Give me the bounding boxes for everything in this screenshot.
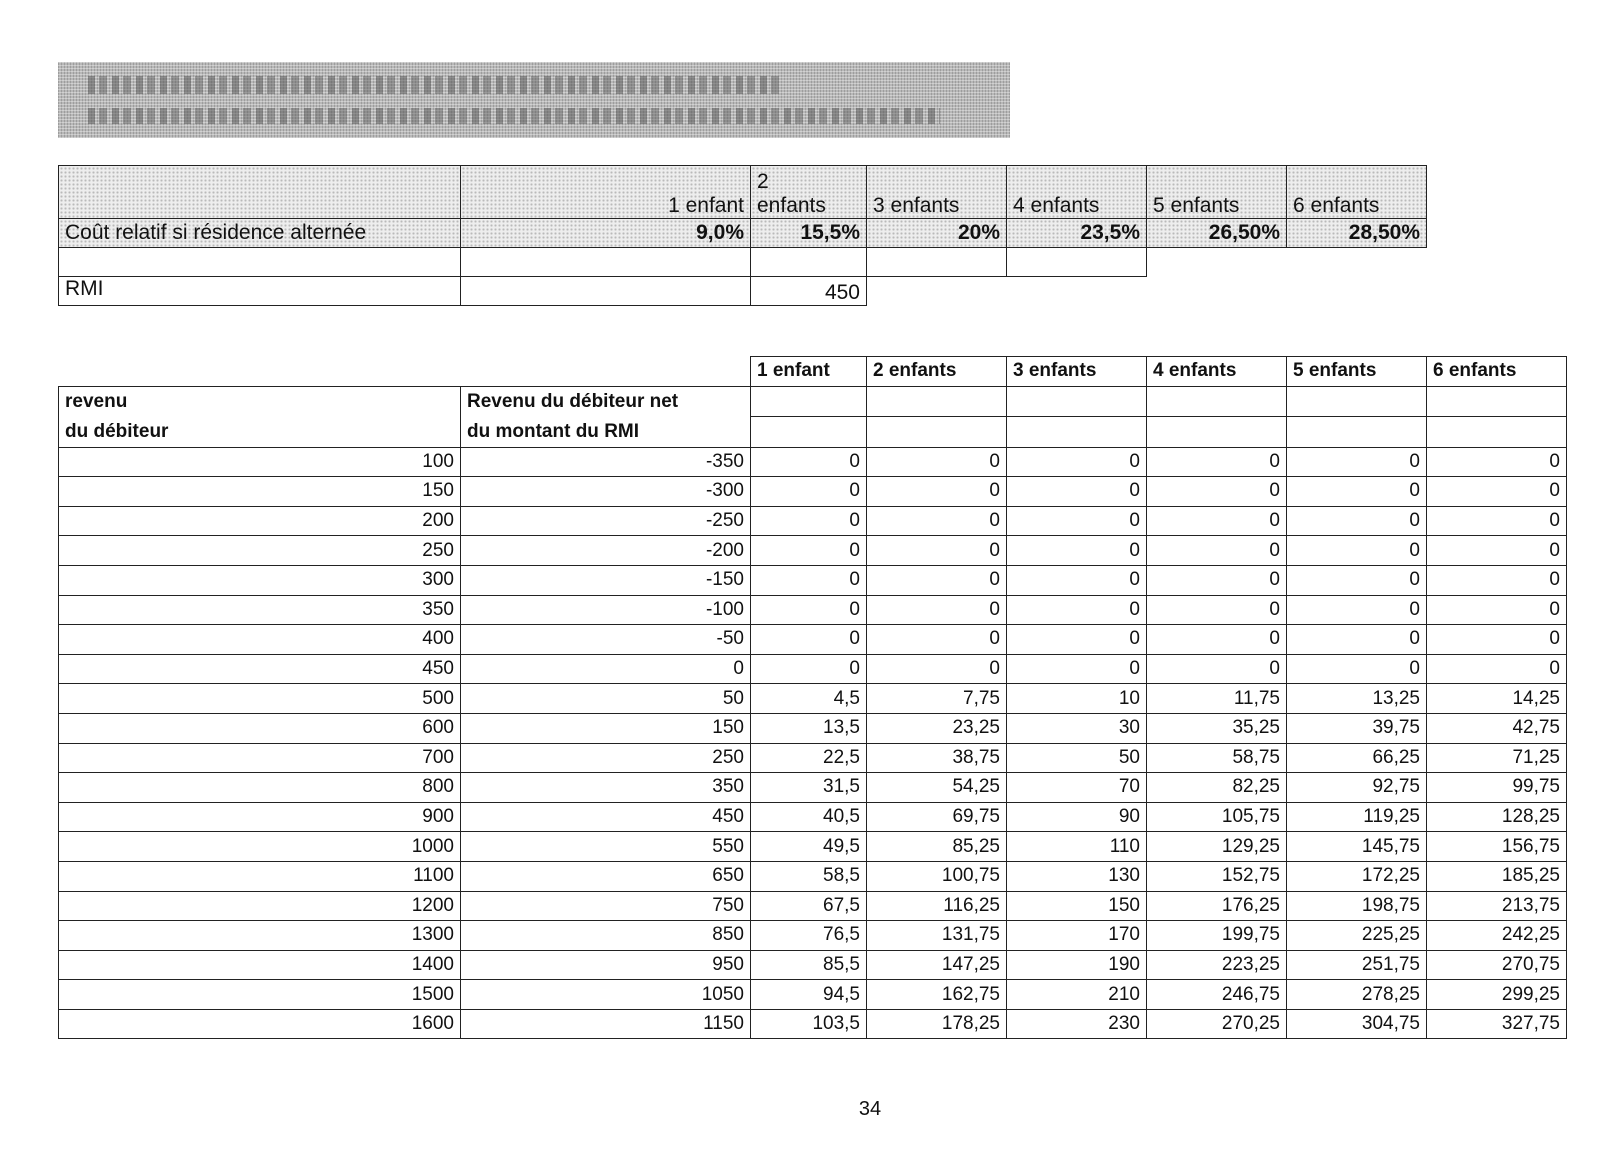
pension-cell: 0 [1287, 595, 1427, 625]
pension-cell: 0 [1147, 654, 1287, 684]
revenu-net-cell: 150 [461, 713, 751, 743]
pension-cell: 30 [1007, 713, 1147, 743]
empty-cell [867, 277, 1007, 306]
pension-cell: 162,75 [867, 980, 1007, 1010]
col-header-2-enfants: 2 enfants [751, 166, 867, 219]
pension-cell: 0 [1287, 506, 1427, 536]
revenu-net-cell: -100 [461, 595, 751, 625]
empty-cell [1147, 277, 1287, 306]
cout-relatif-row [59, 219, 1427, 248]
col-header-5-enfants: 5 enfants [1147, 166, 1287, 219]
pension-cell: 0 [751, 654, 867, 684]
pension-cell: 225,25 [1287, 921, 1427, 951]
pension-cell: 0 [867, 595, 1007, 625]
pension-cell: 22,5 [751, 743, 867, 773]
rmi-row [59, 277, 1427, 306]
pension-table-body [59, 447, 1567, 1039]
pension-cell: 82,25 [1147, 773, 1287, 803]
col-header-1-enfant: 1 enfant [461, 166, 751, 219]
revenu-cell: 900 [59, 802, 461, 832]
pension-cell: 14,25 [1427, 684, 1567, 714]
table-row [59, 950, 1567, 980]
table-row [59, 743, 1567, 773]
empty-cell [1007, 386, 1147, 417]
pension-cell: 110 [1007, 832, 1147, 862]
table-row [59, 506, 1567, 536]
page-number: 34 [858, 1098, 882, 1120]
pension-cell: 0 [1427, 565, 1567, 595]
revenu-net-cell: 750 [461, 891, 751, 921]
pension-cell: 0 [751, 536, 867, 566]
empty-cell [1007, 248, 1147, 277]
pension-cell: 0 [1287, 477, 1427, 507]
revenu-cell: 800 [59, 773, 461, 803]
revenu-cell: 1000 [59, 832, 461, 862]
pension-cell: 129,25 [1147, 832, 1287, 862]
table-row [59, 891, 1567, 921]
table-row [59, 447, 1567, 477]
pension-cell: 39,75 [1287, 713, 1427, 743]
table-row [59, 477, 1567, 507]
pension-cell: 90 [1007, 802, 1147, 832]
revenu-cell: 1600 [59, 1009, 461, 1039]
pension-table [58, 356, 1567, 1039]
pension-cell: 0 [1007, 536, 1147, 566]
revenu-net-cell: -50 [461, 625, 751, 655]
pension-cell: 251,75 [1287, 950, 1427, 980]
pension-cell: 10 [1007, 684, 1147, 714]
pension-cell: 49,5 [751, 832, 867, 862]
cout-value-1: 9,0% [461, 219, 751, 248]
pension-cell: 0 [1007, 654, 1147, 684]
revenu-cell: 600 [59, 713, 461, 743]
pension-cell: 7,75 [867, 684, 1007, 714]
pension-cell: 0 [1287, 654, 1427, 684]
pension-cell: 13,5 [751, 713, 867, 743]
pension-cell: 0 [751, 447, 867, 477]
pension-cell: 40,5 [751, 802, 867, 832]
pension-cell: 0 [1427, 595, 1567, 625]
empty-cell [59, 248, 461, 277]
pension-cell: 67,5 [751, 891, 867, 921]
pension-cell: 0 [1427, 654, 1567, 684]
pension-cell: 230 [1007, 1009, 1147, 1039]
revenu-cell: 500 [59, 684, 461, 714]
revenu-cell: 200 [59, 506, 461, 536]
pension-cell: 42,75 [1427, 713, 1567, 743]
empty-cell [1427, 417, 1567, 448]
table-row [59, 980, 1567, 1010]
table-row [59, 832, 1567, 862]
pension-cell: 50 [1007, 743, 1147, 773]
pension-cell: 100,75 [867, 861, 1007, 891]
pension-cell: 145,75 [1287, 832, 1427, 862]
cout-value-2: 15,5% [751, 219, 867, 248]
pension-cell: 70 [1007, 773, 1147, 803]
cout-relatif-label: Coût relatif si résidence alternée [59, 219, 461, 248]
pension-cell: 0 [1147, 506, 1287, 536]
pension-cell: 13,25 [1287, 684, 1427, 714]
pension-cell: 178,25 [867, 1009, 1007, 1039]
revenu-net-cell: -150 [461, 565, 751, 595]
pension-cell: 130 [1007, 861, 1147, 891]
pension-cell: 0 [1147, 536, 1287, 566]
empty-cell [461, 248, 751, 277]
pension-cell: 304,75 [1287, 1009, 1427, 1039]
revenu-cell: 150 [59, 477, 461, 507]
pension-cell: 35,25 [1147, 713, 1287, 743]
pension-cell: 0 [867, 536, 1007, 566]
pension-cell: 0 [867, 654, 1007, 684]
empty-cell [867, 417, 1007, 448]
pension-cell: 0 [1427, 477, 1567, 507]
pension-cell: 0 [1147, 447, 1287, 477]
pension-cell: 0 [751, 625, 867, 655]
revenu-net-cell: 550 [461, 832, 751, 862]
revenu-net-cell: 350 [461, 773, 751, 803]
revenu-cell: 350 [59, 595, 461, 625]
columns-header-row [59, 357, 1567, 387]
revenu-cell: 100 [59, 447, 461, 477]
pension-cell: 278,25 [1287, 980, 1427, 1010]
table-row [59, 1009, 1567, 1039]
pension-cell: 66,25 [1287, 743, 1427, 773]
pension-cell: 0 [1007, 506, 1147, 536]
pension-cell: 0 [751, 565, 867, 595]
pension-cell: 11,75 [1147, 684, 1287, 714]
pension-cell: 0 [1007, 565, 1147, 595]
pension-cell: 152,75 [1147, 861, 1287, 891]
revenu-net-cell: 950 [461, 950, 751, 980]
empty-cell [1147, 248, 1287, 277]
cout-value-5: 26,50% [1147, 219, 1287, 248]
empty-cell [461, 357, 751, 387]
col-header-3-enfants: 3 enfants [867, 166, 1007, 219]
revenu-cell: 300 [59, 565, 461, 595]
col-header-1-enfant: 1 enfant [751, 357, 867, 387]
pension-cell: 38,75 [867, 743, 1007, 773]
empty-cell [751, 386, 867, 417]
pension-cell: 0 [751, 506, 867, 536]
pension-cell: 246,75 [1147, 980, 1287, 1010]
pension-cell: 0 [751, 477, 867, 507]
revenu-debiteur-header: revenu du débiteur [59, 386, 461, 447]
empty-cell [461, 277, 751, 306]
revenu-net-cell: 1150 [461, 1009, 751, 1039]
pension-cell: 299,25 [1427, 980, 1567, 1010]
pension-cell: 105,75 [1147, 802, 1287, 832]
pension-cell: 116,25 [867, 891, 1007, 921]
pension-cell: 170 [1007, 921, 1147, 951]
pension-cell: 213,75 [1427, 891, 1567, 921]
table-row [59, 536, 1567, 566]
pension-cell: 128,25 [1427, 802, 1567, 832]
revenu-cell: 700 [59, 743, 461, 773]
empty-cell [1287, 277, 1427, 306]
pension-cell: 0 [1147, 565, 1287, 595]
pension-cell: 0 [1147, 477, 1287, 507]
pension-cell: 0 [1287, 625, 1427, 655]
empty-cell [1147, 417, 1287, 448]
col-header-4-enfants: 4 enfants [1007, 166, 1147, 219]
pension-cell: 0 [1007, 595, 1147, 625]
pension-cell: 85,5 [751, 950, 867, 980]
label-header-row [59, 386, 1567, 417]
revenu-net-cell: -200 [461, 536, 751, 566]
pension-cell: 76,5 [751, 921, 867, 951]
table-row [59, 565, 1567, 595]
revenu-net-cell: 50 [461, 684, 751, 714]
cout-value-6: 28,50% [1287, 219, 1427, 248]
pension-cell: 199,75 [1147, 921, 1287, 951]
relative-cost-table [58, 165, 1427, 306]
revenu-net-cell: -250 [461, 506, 751, 536]
pension-cell: 31,5 [751, 773, 867, 803]
pension-cell: 4,5 [751, 684, 867, 714]
pension-cell: 0 [1427, 536, 1567, 566]
empty-row [59, 248, 1427, 277]
header-blank-cell [59, 166, 461, 219]
pension-cell: 0 [867, 565, 1007, 595]
pension-cell: 0 [1147, 595, 1287, 625]
empty-cell [751, 248, 867, 277]
revenu-cell: 1500 [59, 980, 461, 1010]
redacted-title-line [88, 76, 780, 94]
revenu-cell: 1100 [59, 861, 461, 891]
col-header-2-enfants: 2 enfants [867, 357, 1007, 387]
pension-cell: 58,5 [751, 861, 867, 891]
pension-cell: 54,25 [867, 773, 1007, 803]
empty-cell [1287, 417, 1427, 448]
empty-cell [1427, 386, 1567, 417]
empty-cell [1007, 277, 1147, 306]
empty-cell [1287, 248, 1427, 277]
pension-cell: 0 [867, 625, 1007, 655]
pension-cell: 0 [867, 447, 1007, 477]
rmi-label: RMI [59, 277, 461, 306]
pension-cell: 58,75 [1147, 743, 1287, 773]
pension-cell: 69,75 [867, 802, 1007, 832]
revenu-net-cell: 0 [461, 654, 751, 684]
col-header-5-enfants: 5 enfants [1287, 357, 1427, 387]
pension-cell: 85,25 [867, 832, 1007, 862]
header-row [59, 166, 1427, 219]
pension-cell: 94,5 [751, 980, 867, 1010]
revenu-net-cell: 1050 [461, 980, 751, 1010]
pension-cell: 0 [1007, 447, 1147, 477]
pension-cell: 0 [1427, 447, 1567, 477]
pension-cell: 0 [1287, 447, 1427, 477]
pension-cell: 150 [1007, 891, 1147, 921]
pension-cell: 327,75 [1427, 1009, 1567, 1039]
pension-cell: 147,25 [867, 950, 1007, 980]
table-row [59, 861, 1567, 891]
pension-cell: 185,25 [1427, 861, 1567, 891]
empty-cell [751, 417, 867, 448]
redacted-title-banner [58, 62, 1010, 138]
revenu-net-cell: 450 [461, 802, 751, 832]
revenu-net-header: Revenu du débiteur net du montant du RMI [461, 386, 751, 447]
table-row [59, 684, 1567, 714]
empty-cell [59, 357, 461, 387]
empty-cell [1287, 386, 1427, 417]
table-row [59, 713, 1567, 743]
pension-cell: 103,5 [751, 1009, 867, 1039]
table-row [59, 625, 1567, 655]
pension-cell: 0 [867, 506, 1007, 536]
pension-cell: 0 [751, 595, 867, 625]
cout-value-3: 20% [867, 219, 1007, 248]
pension-cell: 0 [867, 477, 1007, 507]
redacted-subtitle-line [88, 108, 940, 124]
table-row [59, 654, 1567, 684]
revenu-cell: 1400 [59, 950, 461, 980]
pension-cell: 71,25 [1427, 743, 1567, 773]
pension-cell: 0 [1287, 536, 1427, 566]
revenu-cell: 250 [59, 536, 461, 566]
rmi-value: 450 [751, 277, 867, 306]
revenu-cell: 1300 [59, 921, 461, 951]
revenu-cell: 400 [59, 625, 461, 655]
pension-cell: 0 [1427, 506, 1567, 536]
pension-cell: 223,25 [1147, 950, 1287, 980]
cout-value-4: 23,5% [1007, 219, 1147, 248]
pension-cell: 270,25 [1147, 1009, 1287, 1039]
revenu-net-cell: -350 [461, 447, 751, 477]
pension-cell: 172,25 [1287, 861, 1427, 891]
col-header-3-enfants: 3 enfants [1007, 357, 1147, 387]
pension-cell: 92,75 [1287, 773, 1427, 803]
pension-cell: 119,25 [1287, 802, 1427, 832]
revenu-net-cell: 650 [461, 861, 751, 891]
table-row [59, 595, 1567, 625]
pension-cell: 23,25 [867, 713, 1007, 743]
pension-cell: 0 [1427, 625, 1567, 655]
table-row [59, 773, 1567, 803]
pension-cell: 0 [1147, 625, 1287, 655]
pension-cell: 210 [1007, 980, 1147, 1010]
col-header-4-enfants: 4 enfants [1147, 357, 1287, 387]
empty-cell [1147, 386, 1287, 417]
col-header-6-enfants: 6 enfants [1427, 357, 1567, 387]
pension-cell: 242,25 [1427, 921, 1567, 951]
empty-cell [867, 386, 1007, 417]
pension-cell: 131,75 [867, 921, 1007, 951]
col-header-6-enfants: 6 enfants [1287, 166, 1427, 219]
pension-cell: 0 [1007, 625, 1147, 655]
pension-cell: 156,75 [1427, 832, 1567, 862]
pension-cell: 176,25 [1147, 891, 1287, 921]
pension-cell: 0 [1287, 565, 1427, 595]
empty-cell [867, 248, 1007, 277]
pension-cell: 190 [1007, 950, 1147, 980]
pension-cell: 270,75 [1427, 950, 1567, 980]
empty-cell [1007, 417, 1147, 448]
table-row [59, 921, 1567, 951]
pension-cell: 198,75 [1287, 891, 1427, 921]
revenu-net-cell: 850 [461, 921, 751, 951]
pension-cell: 99,75 [1427, 773, 1567, 803]
revenu-cell: 450 [59, 654, 461, 684]
revenu-cell: 1200 [59, 891, 461, 921]
revenu-net-cell: 250 [461, 743, 751, 773]
revenu-net-cell: -300 [461, 477, 751, 507]
table-row [59, 802, 1567, 832]
pension-cell: 0 [1007, 477, 1147, 507]
